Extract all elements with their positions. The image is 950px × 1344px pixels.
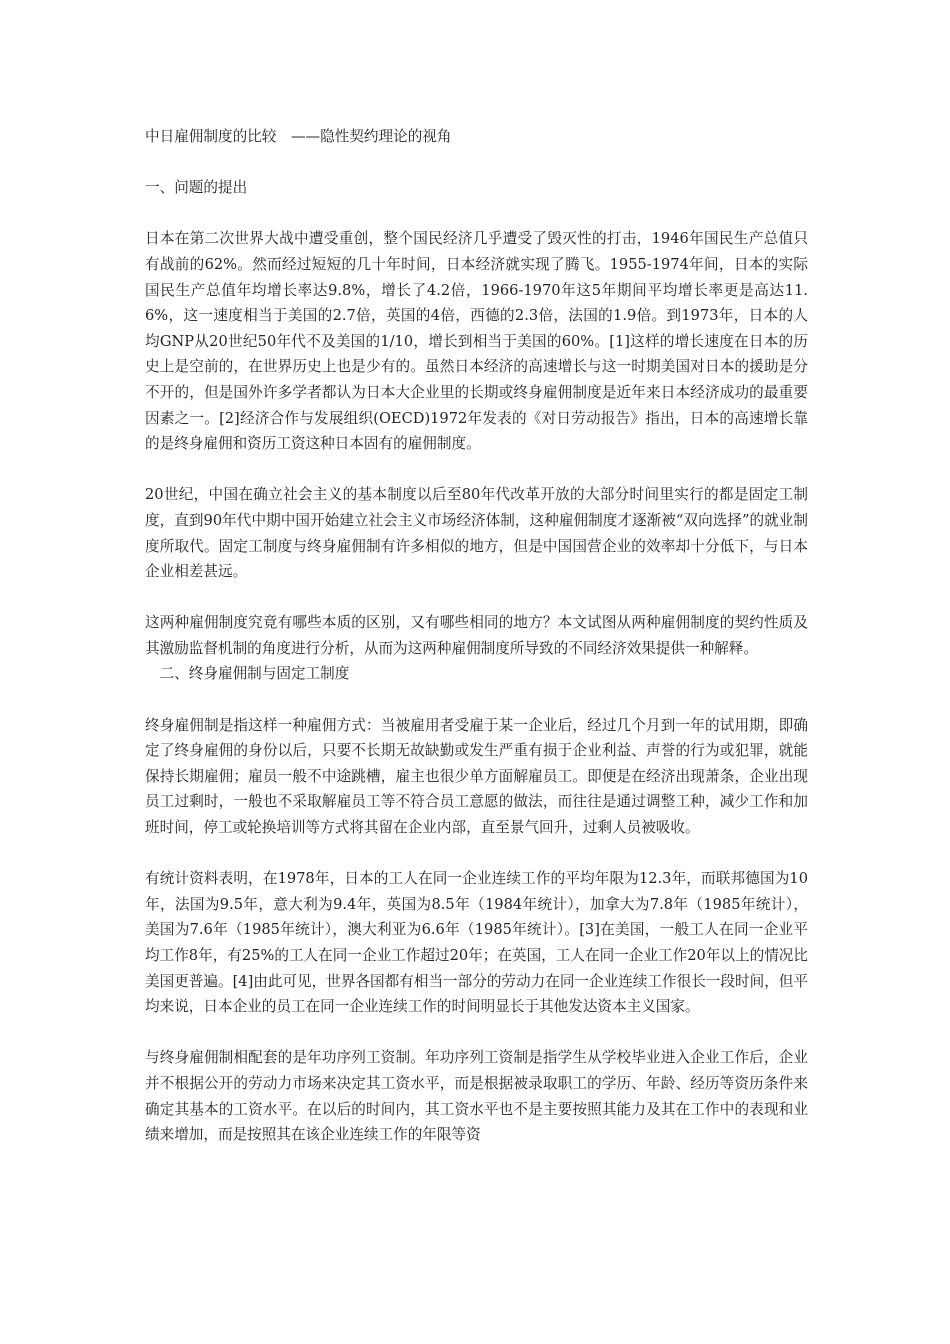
section-heading-2: 二、终身雇佣制与固定工制度 [159, 665, 350, 683]
document-title: 中日雇佣制度的比较 ——隐性契约理论的视角 [145, 128, 452, 145]
paragraph-statistics: 有统计资料表明，在1978年，日本的工人在同一企业连续工作的平均年限为12.3年，而联邦德国为10年，法国为9.5年，意大利为9.4年，英国为8.5年（1984年统计），加拿大为7.8年（1985年统计），美国为7.6年（1985年统计），澳大利亚为6.6年（1985年统计）。[3]在美国，一般工人在同一企业平均工作8年，有25%的工人在同一企业工作超过20年；在英国，工人在同一企业工作20年以上的情况比美国更普遍。[4]由此可见，世界各国都有相当一部分的劳动力在同一企业连续工作很长一段时间，但平均来说，日本企业的员工在同一企业连续工作的时间明显长于其他发达资本主义国家。 [145, 870, 808, 1016]
document-body [145, 124, 808, 1148]
section-heading-1: 一、问题的提出 [145, 179, 248, 197]
paragraph-seniority-wage: 与终身雇佣制相配套的是年功序列工资制。年功序列工资制是指学生从学校毕业进入企业工作后，企业并不根据公开的劳动力市场来决定其工资水平，而是根据被录取职工的学历、年龄、经历等资历条件来确定其基本的工资水平。在以后的时间内，其工资水平也不是主要按照其能力及其在工作中的表现和业绩来增加，而是按照其在该企业连续工作的年限等资 [145, 1049, 808, 1144]
paragraph-lifetime-employment: 终身雇佣制是指这样一种雇佣方式：当被雇用者受雇于某一企业后，经过几个月到一年的试用期，即确定了终身雇佣的身份以后，只要不长期无故缺勤或发生严重有损于企业利益、声誉的行为或犯罪，就能保持长期雇佣；雇员一般不中途跳槽，雇主也很少单方面解雇员工。即便是在经济出现萧条，企业出现员工过剩时，一般也不采取解雇员工等不符合员工意愿的做法，而往往是通过调整工种，减少工作和加班时间，停工或轮换培训等方式将其留在企业内部，直至景气回升，过剩人员被吸收。 [145, 716, 808, 837]
paragraph-intro-1: 日本在第二次世界大战中遭受重创，整个国民经济几乎遭受了毁灭性的打击，1946年国民生产总值只有战前的62%。然而经过短短的几十年时间，日本经济就实现了腾飞。1955-1974年间，日本的实际国民生产总值年均增长率达9.8%，增长了4.2倍，1966-1970年这5年期间平均增长率更是高达11.6%，这一速度相当于美国的2.7倍，英国的4倍，西德的2.3倍，法国的1.9倍。到1973年，日本的人均GNP从20世纪50年代不及美国的1/10，增长到相当于美国的60%。[1]这样的增长速度在日本的历史上是空前的，在世界历史上也是少有的。虽然日本经济的高速增长与这一时期美国对日本的援助是分不开的，但是国外许多学者都认为日本大企业里的长期或终身雇佣制度是近年来日本经济成功的最重要因素之一。[2]经济合作与发展组织(OECD)1972年发表的《对日劳动报告》指出，日本的高速增长靠的是终身雇佣和资历工资这种日本固有的雇佣制度。 [145, 230, 808, 453]
paragraph-intro-2: 20世纪，中国在确立社会主义的基本制度以后至80年代改革开放的大部分时间里实行的都是固定工制度，直到90年代中期中国开始建立社会主义市场经济体制，这种雇佣制度才逐渐被“双向选择”的就业制度所取代。固定工制度与终身雇佣制有许多相似的地方，但是中国国营企业的效率却十分低下，与日本企业相差甚远。 [145, 486, 808, 581]
paragraph-intro-3: 这两种雇佣制度究竟有哪些本质的区别，又有哪些相同的地方？本文试图从两种雇佣制度的契约性质及其激励监督机制的角度进行分析，从而为这两种雇佣制度所导致的不同经济效果提供一种解释。 [145, 614, 808, 657]
